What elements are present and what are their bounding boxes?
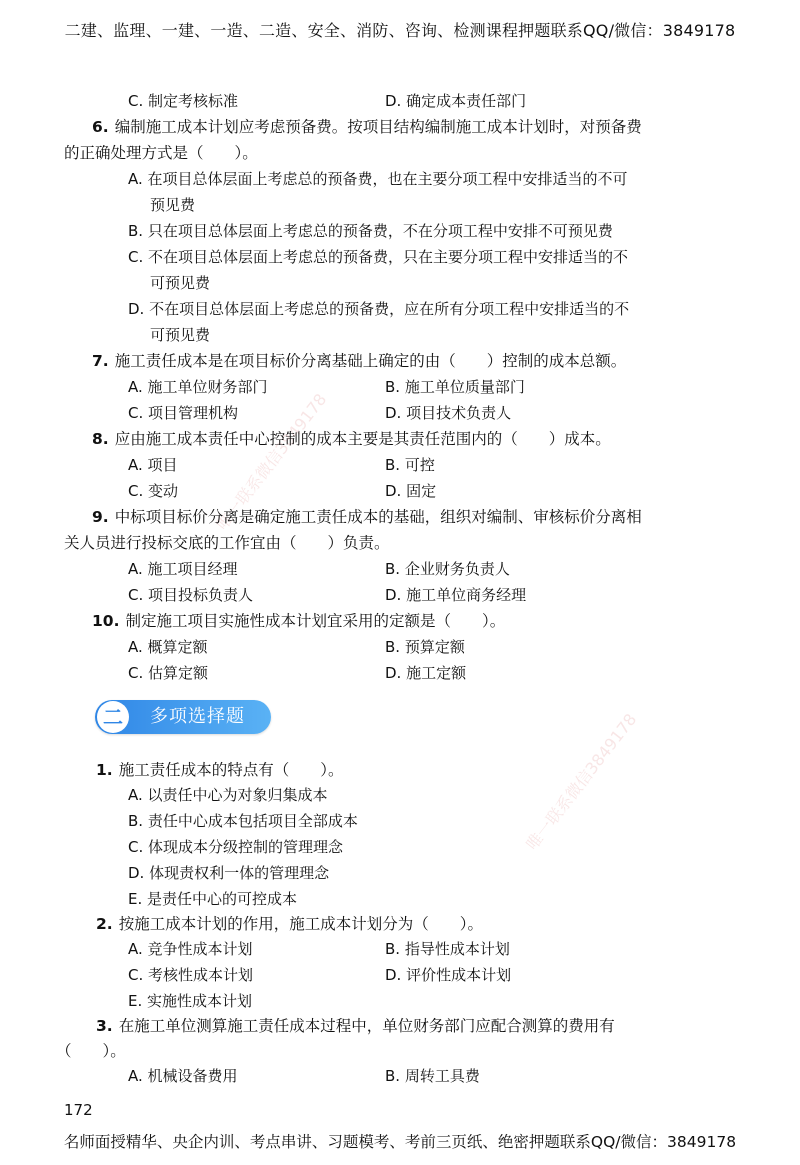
q9-option-c: C. 项目投标负责人 bbox=[128, 586, 254, 604]
q6-option-b: B. 只在项目总体层面上考虑总的预备费，不在分项工程中安排不可预见费 bbox=[128, 222, 613, 240]
q10-option-c: C. 估算定额 bbox=[128, 664, 209, 682]
question-9-text-cont: 关人员进行投标交底的工作宜由（ ）负责。 bbox=[64, 534, 390, 552]
q6-option-d: D. 不在项目总体层面上考虑总的预备费，应在所有分项工程中安排适当的不 bbox=[128, 300, 630, 318]
m3-option-b: B. 周转工具费 bbox=[385, 1067, 480, 1085]
q6-option-a-cont: 预见费 bbox=[150, 196, 196, 214]
m1-option-a: A. 以责任中心为对象归集成本 bbox=[128, 786, 328, 804]
multi-question-2 bbox=[96, 911, 483, 937]
multi-question-1 bbox=[96, 757, 343, 783]
page-number: 172 bbox=[64, 1101, 93, 1119]
question-7 bbox=[92, 348, 626, 374]
q7-option-b: B. 施工单位质量部门 bbox=[385, 378, 525, 396]
question-6 bbox=[92, 114, 642, 140]
q8-option-c: C. 变动 bbox=[128, 482, 179, 500]
question-number: 10. bbox=[92, 612, 120, 630]
q8-option-b: B. 可控 bbox=[385, 456, 435, 474]
q9-option-b: B. 企业财务负责人 bbox=[385, 560, 510, 578]
q5-option-d: D. 确定成本责任部门 bbox=[385, 92, 527, 110]
question-6-text-cont: 的正确处理方式是（ ）。 bbox=[64, 144, 258, 162]
multi-question-3 bbox=[96, 1013, 615, 1039]
q10-option-d: D. 施工定额 bbox=[385, 664, 467, 682]
q8-option-d: D. 固定 bbox=[385, 482, 437, 500]
m1-option-b: B. 责任中心成本包括项目全部成本 bbox=[128, 812, 358, 830]
multi-question-3-text-cont: （ ）。 bbox=[56, 1042, 126, 1060]
question-text: 按施工成本计划的作用，施工成本计划分为（ ）。 bbox=[118, 915, 483, 933]
q6-option-a: A. 在项目总体层面上考虑总的预备费，也在主要分项工程中安排适当的不可 bbox=[128, 170, 628, 188]
question-number: 3. bbox=[96, 1017, 113, 1035]
m2-option-b: B. 指导性成本计划 bbox=[385, 940, 510, 958]
question-text: 在施工单位测算施工责任成本过程中，单位财务部门应配合测算的费用有 bbox=[118, 1017, 615, 1035]
question-number: 8. bbox=[92, 430, 109, 448]
question-9 bbox=[92, 504, 642, 530]
m2-option-a: A. 竞争性成本计划 bbox=[128, 940, 253, 958]
question-number: 2. bbox=[96, 915, 113, 933]
header-banner: 二建、监理、一建、一造、二造、安全、消防、咨询、检测课程押题联系QQ/微信：3849178 bbox=[64, 21, 736, 40]
section-number-badge: 二 bbox=[97, 701, 129, 733]
question-number: 7. bbox=[92, 352, 109, 370]
q6-option-d-cont: 可预见费 bbox=[150, 326, 211, 344]
q9-option-d: D. 施工单位商务经理 bbox=[385, 586, 527, 604]
m2-option-e: E. 实施性成本计划 bbox=[128, 992, 253, 1010]
m1-option-d: D. 体现责权利一体的管理理念 bbox=[128, 864, 330, 882]
question-text: 编制施工成本计划应考虑预备费。按项目结构编制施工成本计划时，对预备费 bbox=[114, 118, 642, 136]
question-number: 1. bbox=[96, 761, 113, 779]
q7-option-d: D. 项目技术负责人 bbox=[385, 404, 512, 422]
m1-option-c: C. 体现成本分级控制的管理理念 bbox=[128, 838, 344, 856]
question-number: 9. bbox=[92, 508, 109, 526]
q10-option-a: A. 概算定额 bbox=[128, 638, 208, 656]
question-text: 施工责任成本是在项目标价分离基础上确定的由（ ）控制的成本总额。 bbox=[114, 352, 627, 370]
question-text: 施工责任成本的特点有（ ）。 bbox=[118, 761, 344, 779]
question-text: 中标项目标价分离是确定施工责任成本的基础，组织对编制、审核标价分离相 bbox=[114, 508, 642, 526]
question-number: 6. bbox=[92, 118, 109, 136]
q6-option-c: C. 不在项目总体层面上考虑总的预备费，只在主要分项工程中安排适当的不 bbox=[128, 248, 629, 266]
section-title: 多项选择题 bbox=[150, 706, 245, 727]
question-text: 制定施工项目实施性成本计划宜采用的定额是（ ）。 bbox=[125, 612, 506, 630]
q10-option-b: B. 预算定额 bbox=[385, 638, 465, 656]
q7-option-c: C. 项目管理机构 bbox=[128, 404, 239, 422]
question-text: 应由施工成本责任中心控制的成本主要是其责任范围内的（ ）成本。 bbox=[114, 430, 611, 448]
watermark-2: 唯一联系微信3849178 bbox=[522, 710, 641, 854]
q5-option-c: C. 制定考核标准 bbox=[128, 92, 239, 110]
question-10 bbox=[92, 608, 505, 634]
m2-option-d: D. 评价性成本计划 bbox=[385, 966, 512, 984]
m2-option-c: C. 考核性成本计划 bbox=[128, 966, 254, 984]
m3-option-a: A. 机械设备费用 bbox=[128, 1067, 238, 1085]
q9-option-a: A. 施工项目经理 bbox=[128, 560, 238, 578]
footer-banner: 名师面授精华、央企内训、考点串讲、习题模考、考前三页纸、绝密押题联系QQ/微信：3849178 bbox=[63, 1133, 737, 1151]
q7-option-a: A. 施工单位财务部门 bbox=[128, 378, 268, 396]
question-8 bbox=[92, 426, 611, 452]
q8-option-a: A. 项目 bbox=[128, 456, 178, 474]
m1-option-e: E. 是责任中心的可控成本 bbox=[128, 890, 298, 908]
q6-option-c-cont: 可预见费 bbox=[150, 274, 211, 292]
watermark-1: 唯一联系微信3849178 bbox=[212, 390, 331, 534]
